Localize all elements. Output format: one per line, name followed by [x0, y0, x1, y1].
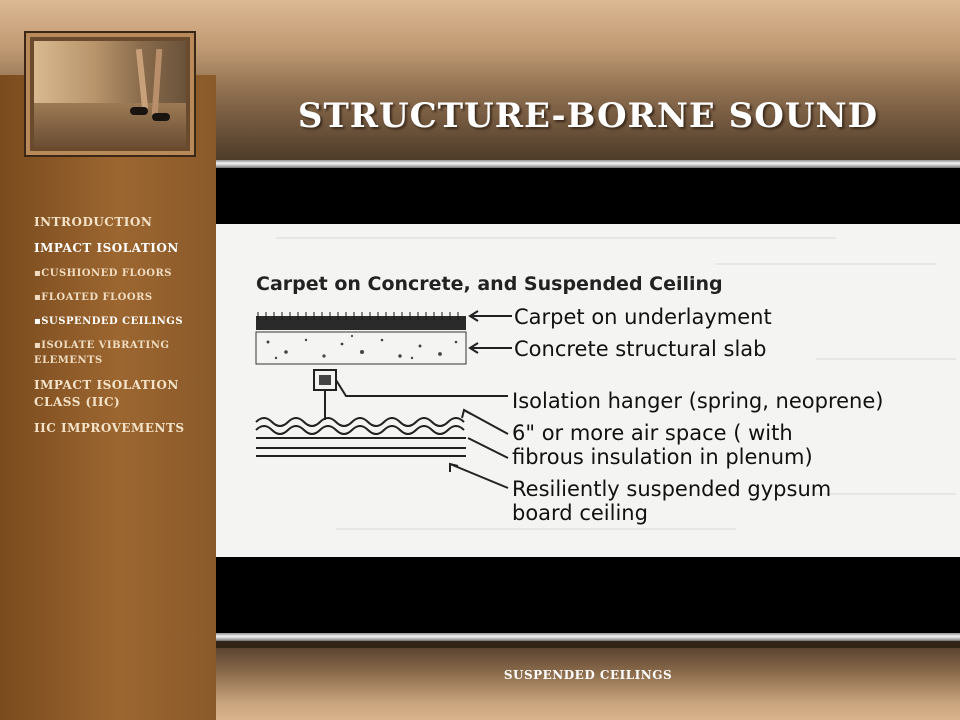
sidebar-item-iic-improvements[interactable]: IIC IMPROVEMENTS [34, 421, 185, 435]
header-photo [24, 31, 196, 157]
divider-bottom [216, 633, 960, 641]
label-gypsum: Resiliently suspended gypsum [512, 477, 832, 501]
sidebar-item-introduction[interactable]: INTRODUCTION [34, 215, 153, 229]
label-airspace: 6" or more air space ( with [512, 421, 793, 445]
label-concrete: Concrete structural slab [514, 337, 767, 361]
label-carpet: Carpet on underlayment [514, 305, 772, 329]
label-insulation: fibrous insulation in plenum) [512, 445, 813, 469]
sidebar-item-floated-floors[interactable]: ▪FLOATED FLOORS [34, 292, 153, 303]
diagram-heading: Carpet on Concrete, and Suspended Ceiling [256, 273, 723, 295]
sidebar-item-isolate-vibrating[interactable]: ▪ISOLATE VIBRATING ELEMENTS [34, 340, 170, 366]
label-hanger: Isolation hanger (spring, neoprene) [512, 389, 884, 413]
slide-title: STRUCTURE-BORNE SOUND [297, 96, 879, 136]
sidebar-nav [34, 214, 204, 446]
sidebar-item-suspended-ceilings[interactable]: ▪SUSPENDED CEILINGS [34, 316, 184, 327]
sidebar-item-impact-isolation[interactable]: IMPACT ISOLATION [34, 241, 179, 255]
footer-label: SUSPENDED CEILINGS [503, 668, 673, 682]
label-board: board ceiling [512, 501, 648, 525]
divider-top [216, 160, 960, 168]
sidebar-item-iic[interactable]: IMPACT ISOLATION CLASS (IIC) [34, 378, 179, 409]
ceiling-diagram [216, 224, 960, 557]
sidebar-item-cushioned-floors[interactable]: ▪CUSHIONED FLOORS [34, 268, 173, 279]
